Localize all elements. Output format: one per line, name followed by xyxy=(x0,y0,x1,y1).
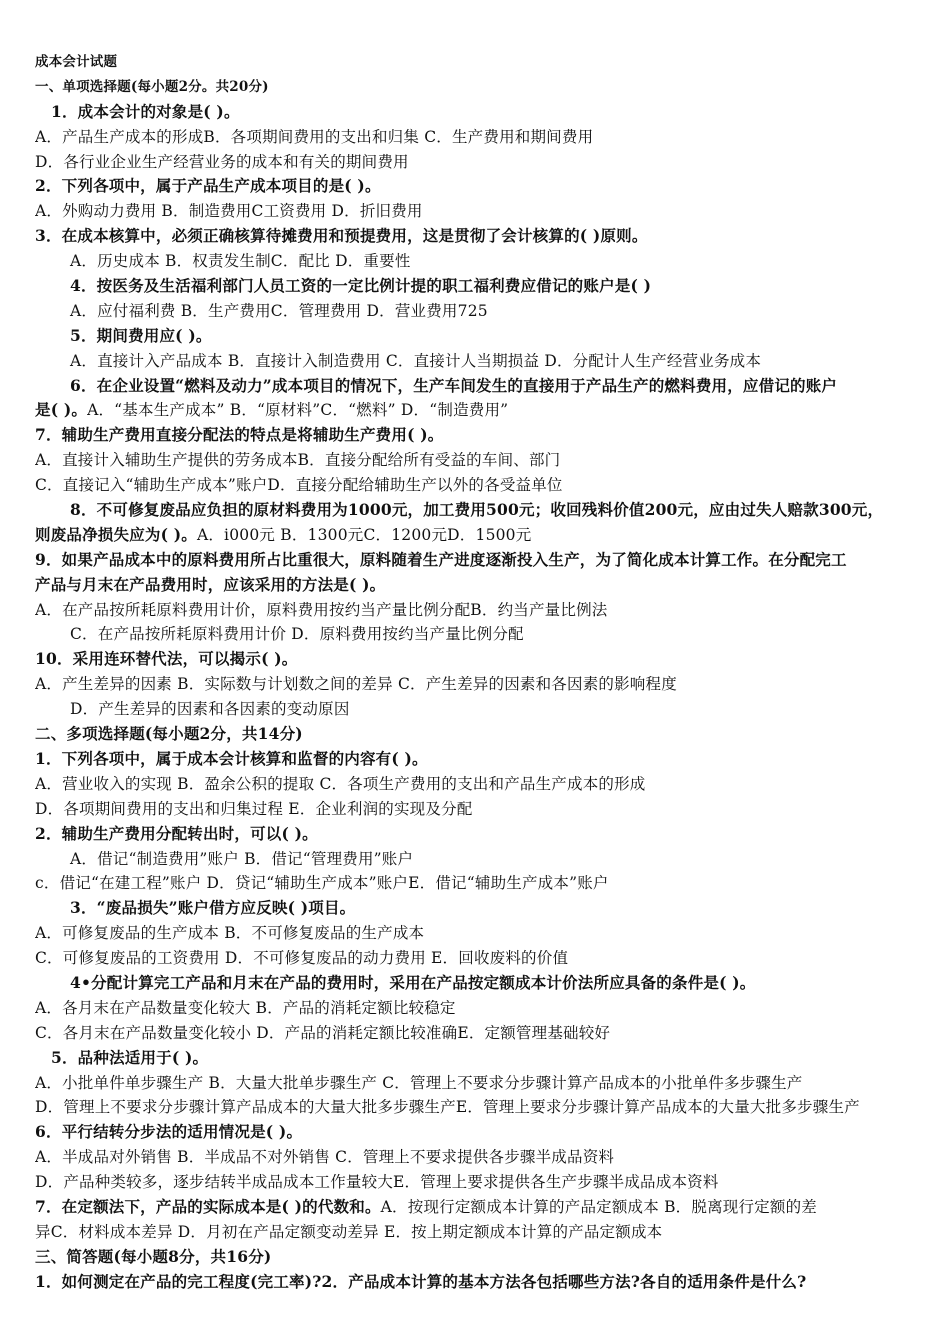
text-line: 三、简答题(每小题8分，共16分) xyxy=(35,1246,272,1266)
text-line xyxy=(35,1195,920,1220)
text-line: D．各项期间费用的支出和归集过程 E．企业利润的实现及分配 xyxy=(35,799,473,818)
text-line: c．借记“在建工程”账户 D．贷记“辅助生产成本”账户E．借记“辅助生产成本”账户 xyxy=(35,874,609,893)
text-line: 6．在企业设置“燃料及动力”成本项目的情况下，生产车间发生的直接用于产品生产的燃料费用，应借记的账户 xyxy=(70,375,838,395)
text-line: 2．辅助生产费用分配转出时，可以( )。 xyxy=(35,823,318,843)
text-line: 2．下列各项中，属于产品生产成本项目的是( )。 xyxy=(35,176,381,196)
text-line: C．可修复废品的工资费用 D．不可修复废品的动力费用 E．回收废料的价值 xyxy=(35,949,569,968)
text-line: 1．如何测定在产品的完工程度(完工率)?2．产品成本计算的基本方法各包括哪些方法?各自的适用条件是什么? xyxy=(35,1271,807,1291)
text-line: A．在产品按所耗原料费用计价，原料费用按约当产量比例分配B．约当产量比例法 xyxy=(35,600,608,619)
text-line: A．小批单件单步骤生产 B．大量大批单步骤生产 C．管理上不要求分步骤计算产品成本的小批单件多步骤生产 xyxy=(35,1073,803,1092)
text-line: A．可修复废品的生产成本 B．不可修复废品的生产成本 xyxy=(35,924,425,943)
text-line: 4•分配计算完工产品和月末在产品的费用时，采用在产品按定额成本计价法所应具备的条件是( )。 xyxy=(70,972,756,992)
exam-document xyxy=(35,50,920,1295)
question-stem: 则废品净损失应为( )。 xyxy=(35,524,197,544)
text-line: C．在产品按所耗原料费用计价 D．原料费用按约当产量比例分配 xyxy=(70,625,524,644)
answer-options: A．i000元 B．1300元C．1200元D．1500元 xyxy=(196,525,532,544)
text-line: 10．采用连环替代法，可以揭示( )。 xyxy=(35,649,298,669)
text-line: 5．品种法适用于( )。 xyxy=(51,1047,209,1067)
text-line: 3．“废品损失”账户借方应反映( )项目。 xyxy=(70,898,356,918)
question-stem: 是( )。 xyxy=(35,400,88,420)
text-line: 异C．材料成本差异 D．月初在产品定额变动差异 E．按上期定额成本计算的产品定额成本 xyxy=(35,1222,663,1241)
text-line: 1．成本会计的对象是( )。 xyxy=(51,101,240,121)
text-line: A．半成品对外销售 B．半成品不对外销售 C．管理上不要求提供各步骤半成品资料 xyxy=(35,1148,615,1167)
text-line: 成本会计试题 xyxy=(35,54,118,70)
text-line: 4．按医务及生活福利部门人员工资的一定比例计提的职工福利费应借记的账户是( ) xyxy=(70,276,652,296)
text-line: A．直接计入辅助生产提供的劳务成本B．直接分配给所有受益的车间、部门 xyxy=(35,451,561,470)
text-line: A．各月末在产品数量变化较大 B．产品的消耗定额比较稳定 xyxy=(35,998,456,1017)
text-line: D．产生差异的因素和各因素的变动原因 xyxy=(70,700,350,719)
answer-options: A．“基本生产成本” B．“原材料”C．“燃料” D．“制造费用” xyxy=(87,401,509,420)
text-line: A．营业收入的实现 B．盈余公积的提取 C．各项生产费用的支出和产品生产成本的形成 xyxy=(35,774,646,793)
text-line: 1．下列各项中，属于成本会计核算和监督的内容有( )。 xyxy=(35,748,428,768)
text-line: A．借记“制造费用”账户 B．借记“管理费用”账户 xyxy=(70,849,414,868)
text-line: D．产品种类较多，逐步结转半成品成本工作量较大E．管理上要求提供各生产步骤半成品成本资料 xyxy=(35,1173,719,1192)
text-line xyxy=(35,398,920,423)
text-line: A．产生差异的因素 B．实际数与计划数之间的差异 C．产生差异的因素和各因素的影响程度 xyxy=(35,675,677,694)
text-line: 7．辅助生产费用直接分配法的特点是将辅助生产费用( )。 xyxy=(35,425,444,445)
text-line: A．外购动力费用 B．制造费用C工资费用 D．折旧费用 xyxy=(35,202,423,221)
text-line: A．产品生产成本的形成B．各项期间费用的支出和归集 C．生产费用和期间费用 xyxy=(35,127,594,146)
text-line: 3．在成本核算中，必须正确核算待摊费用和预提费用，这是贯彻了会计核算的( )原则。 xyxy=(35,226,648,246)
answer-options: A．按现行定额成本计算的产品定额成本 B．脱离现行定额的差 xyxy=(380,1197,817,1216)
text-line: 二、多项选择题(每小题2分，共14分) xyxy=(35,724,303,744)
text-line: C．各月末在产品数量变化较小 D．产品的消耗定额比较准确E．定额管理基础较好 xyxy=(35,1023,611,1042)
text-line: A．应付福利费 B．生产费用C．管理费用 D．营业费用725 xyxy=(70,301,488,320)
text-line: 一、单项选择题(每小题2分。共20分) xyxy=(35,78,269,95)
text-line: 9．如果产品成本中的原料费用所占比重很大，原料随着生产进度逐渐投入生产，为了简化成本计算工作。在分配完工 xyxy=(35,549,847,569)
text-line: A．历史成本 B．权责发生制C．配比 D．重要性 xyxy=(70,252,411,271)
text-line: 8．不可修复废品应负担的原材料费用为1000元，加工费用500元；收回残料价值200元，应由过失人赔款300元， xyxy=(70,500,884,520)
text-line xyxy=(35,523,920,548)
question-stem: 7．在定额法下，产品的实际成本是( )的代数和。 xyxy=(35,1196,381,1216)
text-line: D．各行业企业生产经营业务的成本和有关的期间费用 xyxy=(35,152,409,171)
text-line: 5．期间费用应( )。 xyxy=(70,325,212,345)
text-line: 6．平行结转分步法的适用情况是( )。 xyxy=(35,1122,303,1142)
text-line: C．直接记入“辅助生产成本”账户D．直接分配给辅助生产以外的各受益单位 xyxy=(35,476,563,495)
text-line: D．管理上不要求分步骤计算产品成本的大量大批多步骤生产E．管理上要求分步骤计算产品成本的大量大批多步骤生产 xyxy=(35,1098,860,1117)
text-line: 产品与月末在产品费用时，应该采用的方法是( )。 xyxy=(35,574,386,594)
text-line: A．直接计入产品成本 B．直接计入制造费用 C．直接计人当期损益 D．分配计人生产经营业务成本 xyxy=(70,351,762,370)
